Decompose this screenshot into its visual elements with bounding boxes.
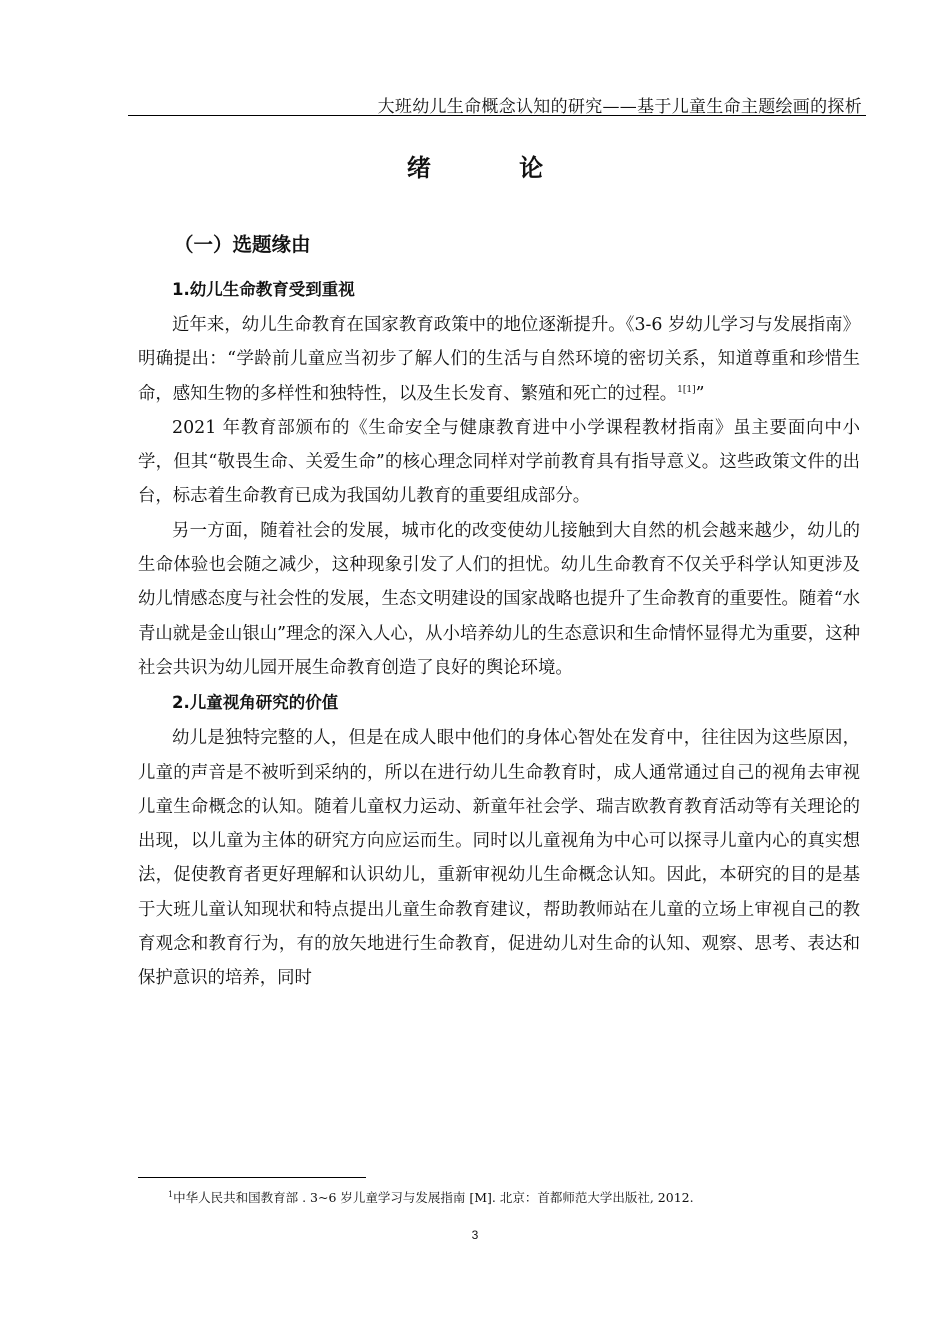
chapter-title: 绪 论 bbox=[406, 153, 584, 182]
citation-superscript[interactable]: 1[1] bbox=[677, 384, 696, 395]
footnote-rule bbox=[138, 1177, 366, 1178]
footnote bbox=[168, 1188, 694, 1206]
header-rule bbox=[128, 115, 866, 116]
footnote-mark: 1 bbox=[168, 1189, 174, 1199]
section-heading: （一）选题缘由 bbox=[174, 233, 311, 256]
paragraph-2021-guideline: 2021 年教育部颁布的《生命安全与健康教育进中小学课程教材指南》虽主要面向中小学，但其“敬畏生命、关爱生命”的核心理念同样对学前教育具有指导意义。这些政策文件的出台，标志着生命教育已成为我国幼儿教育的重要组成部分。 bbox=[138, 417, 860, 507]
running-header: 大班幼儿生命概念认知的研究——基于儿童生命主题绘画的探析 bbox=[377, 97, 862, 117]
footnote-text: 中华人民共和国教育部 . 3~6 岁儿童学习与发展指南 [M]. 北京：首都师范大学出版社, 2012. bbox=[173, 1190, 694, 1205]
paragraph-social-development: 另一方面，随着社会的发展，城市化的改变使幼儿接触到大自然的机会越来越少，幼儿的生命体验也会随之减少，这种现象引发了人们的担忧。幼儿生命教育不仅关乎科学认知更涉及幼儿情感态度与社会性的发展，生态文明建设的国家战略也提升了生命教育的重要性。随着“水青山就是金山银山”理念的深入人心，从小培养幼儿的生态意识和生命情怀显得尤为重要，这种社会共识为幼儿园开展生命教育创造了良好的舆论环境。 bbox=[138, 520, 860, 678]
page-number: 3 bbox=[471, 1228, 479, 1242]
paragraph-text: 近年来，幼儿生命教育在国家教育政策中的地位逐渐提升。《3-6 岁幼儿学习与发展指南》明确提出：“学龄前儿童应当初步了解人们的生活与自然环境的密切关系，知道尊重和珍惜生命，感知生物的多样性和独特性，以及生长发育、繁殖和死亡的过程。 bbox=[138, 315, 860, 404]
subsection-heading-1: 1.幼儿生命教育受到重视 bbox=[172, 280, 355, 299]
paragraph-child-perspective: 幼儿是独特完整的人，但是在成人眼中他们的身体心智处在发育中，往往因为这些原因，儿童的声音是不被听到采纳的，所以在进行幼儿生命教育时，成人通常通过自己的视角去审视儿童生命概念的认知。随着儿童权力运动、新童年社会学、瑞吉欧教育教育活动等有关理论的出现，以儿童为主体的研究方向应运而生。同时以儿童视角为中心可以探寻儿童内心的真实想法，促使教育者更好理解和认识幼儿，重新审视幼儿生命概念认知。因此，本研究的目的是基于大班儿童认知现状和特点提出儿童生命教育建议，帮助教师站在儿童的立场上审视自己的教育观念和教育行为，有的放矢地进行生命教育，促进幼儿对生命的认知、观察、思考、表达和保护意识的培养，同时 bbox=[138, 728, 860, 989]
paragraph-policy bbox=[138, 308, 860, 411]
closing-quote: ” bbox=[695, 383, 705, 404]
subsection-heading-2: 2.儿童视角研究的价值 bbox=[172, 693, 339, 713]
body-content bbox=[138, 228, 860, 996]
